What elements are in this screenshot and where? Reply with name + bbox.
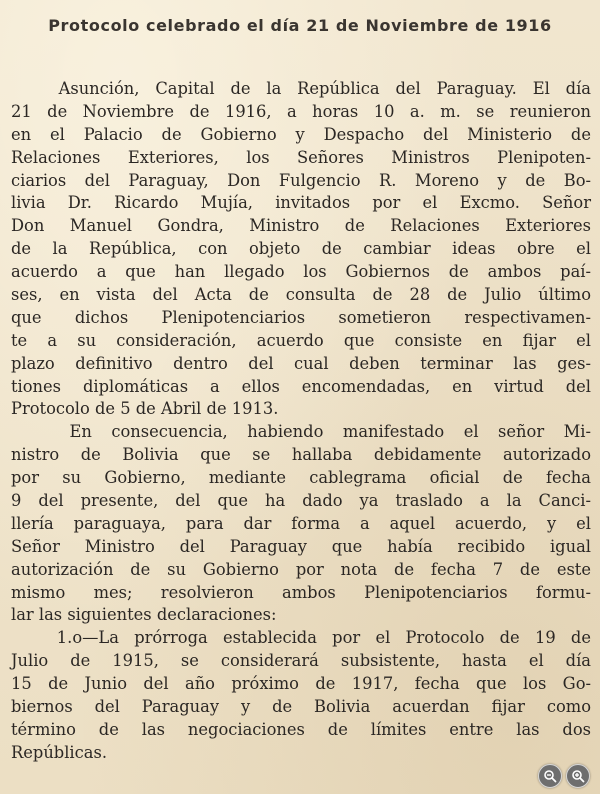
- magnifier-plus-icon: [571, 769, 585, 783]
- text-line: ses, en vista del Acta de consulta de 28 de Julio último: [11, 285, 591, 305]
- text-line: 15 de Junio del año próximo de 1917, fecha que los Go-: [11, 674, 591, 694]
- text-line: Asunción, Capital de la República del Paraguay. El día: [11, 79, 591, 98]
- text-line: que dichos Plenipotenciarios sometieron respectivamen-: [11, 307, 591, 327]
- document-body: [11, 78, 591, 765]
- text-line: 1.o—La prórroga establecida por el Protocolo de 19 de: [11, 628, 591, 648]
- text-line: te a su consideración, acuerdo que consiste en fijar el: [11, 330, 591, 350]
- zoom-out-button[interactable]: [538, 764, 562, 788]
- viewer-controls: [538, 764, 590, 788]
- text-line: ciarios del Paraguay, Don Fulgencio R. Moreno y de Bo-: [11, 170, 591, 190]
- text-line: llería paraguaya, para dar forma a aquel acuerdo, y el: [11, 513, 591, 533]
- text-line: Protocolo de 5 de Abril de 1913.: [11, 399, 279, 419]
- text-line: término de las negociaciones de límites entre las dos: [11, 719, 591, 739]
- text-line: Don Manuel Gondra, Ministro de Relaciones Exteriores: [11, 216, 591, 236]
- text-line: por su Gobierno, mediante cablegrama oficial de fecha: [11, 468, 591, 488]
- text-line: Julio de 1915, se considerará subsistente, hasta el día: [11, 651, 591, 671]
- text-line: mismo mes; resolvieron ambos Plenipotenciarios formu-: [11, 582, 591, 602]
- text-line: plazo definitivo dentro del cual deben terminar las ges-: [11, 353, 591, 373]
- text-line: autorización de su Gobierno por nota de fecha 7 de este: [11, 559, 591, 579]
- zoom-in-button[interactable]: [566, 764, 590, 788]
- text-line: 21 de Noviembre de 1916, a horas 10 a. m. se reunieron: [11, 101, 591, 121]
- document-title: Protocolo celebrado el día 21 de Noviembre de 1916: [48, 16, 552, 35]
- text-line: biernos del Paraguay y de Bolivia acuerdan fijar como: [11, 697, 591, 717]
- text-line: de la República, con objeto de cambiar ideas obre el: [11, 239, 591, 259]
- text-line: livia Dr. Ricardo Mujía, invitados por el Excmo. Señor: [11, 193, 591, 213]
- text-line: Relaciones Exteriores, los Señores Ministros Plenipoten-: [11, 147, 591, 167]
- text-line: Señor Ministro del Paraguay que había recibido igual: [11, 536, 591, 556]
- text-line: en el Palacio de Gobierno y Despacho del Ministerio de: [11, 124, 591, 144]
- text-line: acuerdo a que han llegado los Gobiernos de ambos paí-: [11, 262, 591, 282]
- text-line: tiones diplomáticas a ellos encomendadas, en virtud del: [11, 376, 591, 396]
- text-line: En consecuencia, habiendo manifestado el señor Mi-: [11, 422, 591, 442]
- magnifier-minus-icon: [543, 769, 557, 783]
- text-line: lar las siguientes declaraciones:: [11, 605, 277, 625]
- text-line: 9 del presente, del que ha dado ya traslado a la Canci-: [11, 491, 591, 511]
- text-line: nistro de Bolivia que se hallaba debidamente autorizado: [11, 445, 591, 465]
- text-line: Repúblicas.: [11, 742, 107, 762]
